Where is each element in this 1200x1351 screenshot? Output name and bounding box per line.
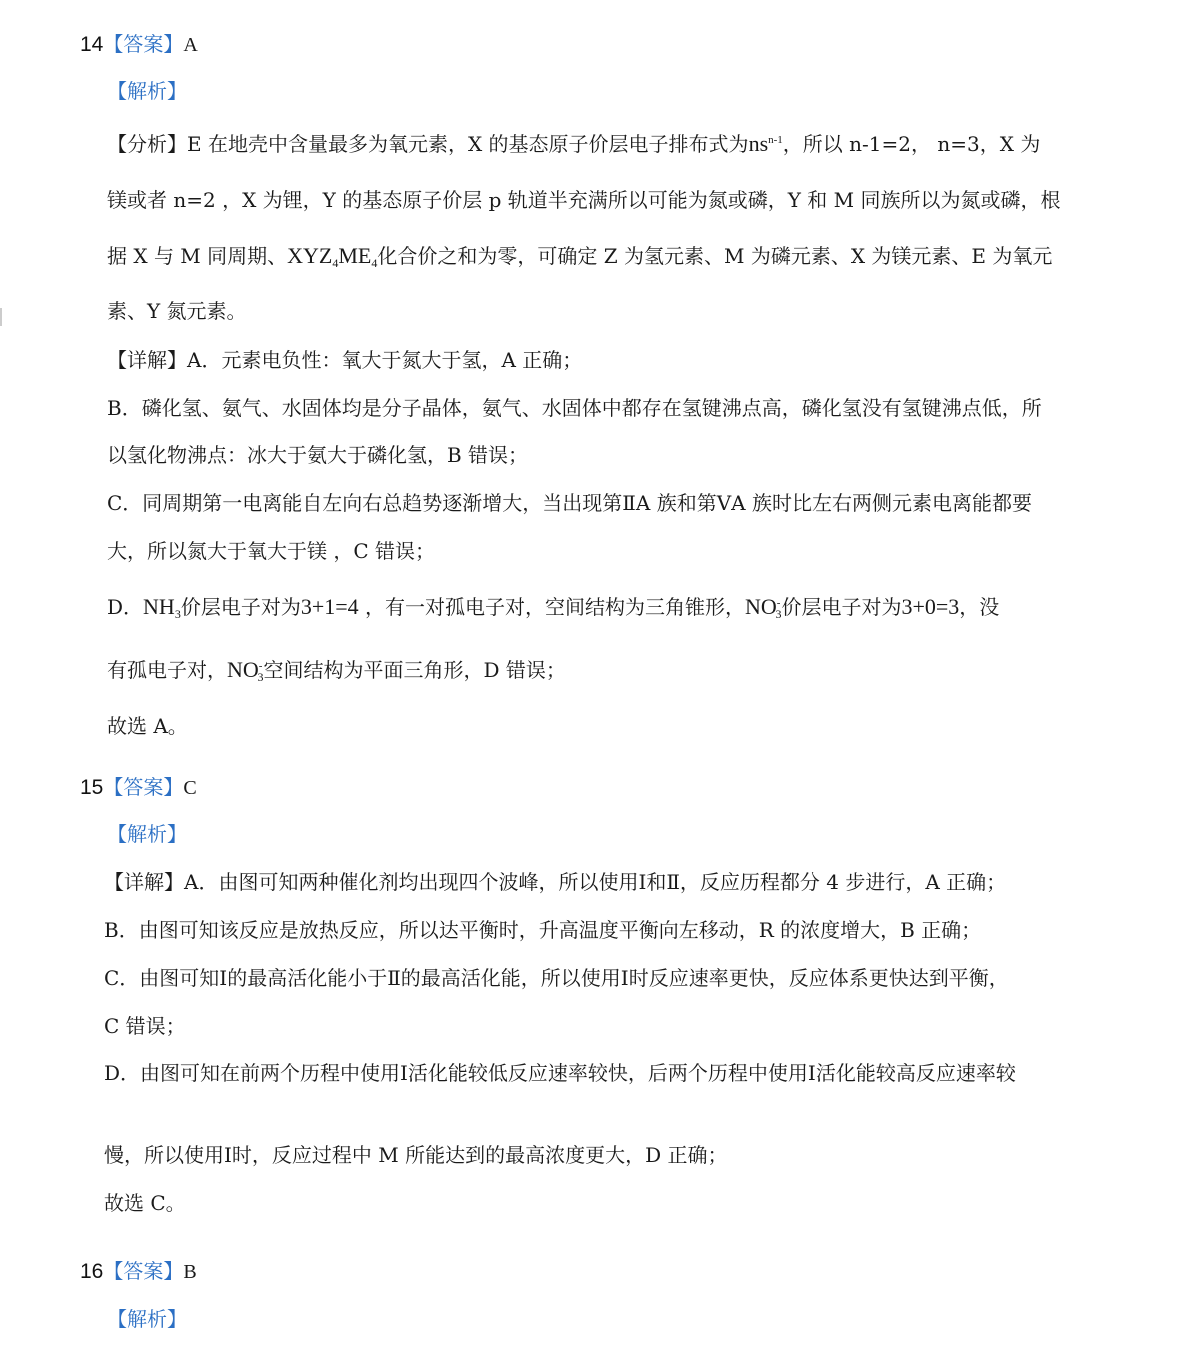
formula-no3 <box>745 594 781 619</box>
formula-no3 <box>227 657 263 682</box>
q14-analysis-line-3 <box>107 242 1052 270</box>
detail-text: 价层电子对为 <box>781 595 902 619</box>
formula-sup: - <box>776 597 781 609</box>
q15-detail-c1: C．由图可知Ⅰ的最高活化能小于Ⅱ的最高活化能，所以使用Ⅰ时反应速率更快，反应体系更快达到平衡， <box>104 966 1009 990</box>
q14-conclusion: 故选 A。 <box>107 714 188 738</box>
question-number: 14 <box>80 33 104 56</box>
q15-detail-b: B．由图可知该反应是放热反应，所以达平衡时，升高温度平衡向左移动，R 的浓度增大，B 正确； <box>104 918 982 942</box>
formula-part: XYZ <box>287 243 333 268</box>
q15-jiexi-heading: 【解析】 <box>107 822 187 846</box>
formula-calc: 3+0=3 <box>901 594 960 619</box>
q14-detail-d2 <box>107 656 566 684</box>
formula-calc: 3+1=4 <box>300 594 359 619</box>
formula-sub: 3 <box>174 607 181 621</box>
formula-sup: - <box>258 660 263 672</box>
q14-detail-c2: 大，所以氮大于氧大于镁 ，C 错误； <box>107 539 436 563</box>
analysis-text: ，所以 n-1=2， n=3，X 为 <box>782 132 1041 156</box>
formula-part: NH <box>143 594 175 619</box>
q14-analysis-line-2: 镁或者 n=2 ，X 为锂，Y 的基态原子价层 p 轨道半充满所以可能为氮或磷，Y 和 M 同族所以为氮或磷，根 <box>107 188 1061 212</box>
formula-sub: 3 <box>775 607 782 621</box>
detail-text: A．元素电负性：氧大于氮大于氢，A 正确； <box>187 348 583 372</box>
answer-tag: 【答案】 <box>103 1259 184 1283</box>
q16-jiexi-heading: 【解析】 <box>107 1307 187 1331</box>
q14-analysis-line-1 <box>107 130 1040 158</box>
answer-value: C <box>183 777 197 799</box>
q14-detail-b1: B．磷化氢、氨气、水固体均是分子晶体，氨气、水固体中都存在氢键沸点高，磷化氢没有氢键沸点低，所 <box>107 396 1042 420</box>
formula-xyz4me4 <box>287 243 377 268</box>
question-number: 15 <box>80 776 104 799</box>
formula-sub: 3 <box>257 670 264 684</box>
formula-sub: 4 <box>371 256 378 270</box>
detail-text: ，没 <box>959 595 1000 619</box>
q15-conclusion: 故选 C。 <box>104 1191 186 1215</box>
q14-answer-line <box>80 30 198 59</box>
formula-part: ME <box>338 243 372 268</box>
analysis-text: 据 X 与 M 同周期、 <box>107 244 288 268</box>
formula-ns-base: ns <box>748 131 769 156</box>
formula-ns <box>749 131 783 156</box>
q15-answer-line <box>80 773 197 802</box>
question-number: 16 <box>80 1260 104 1283</box>
formula-part: NO <box>227 657 259 682</box>
detail-text: 价层电子对为 <box>180 595 301 619</box>
q14-detail-c1: C．同周期第一电离能自左向右总趋势逐渐增大，当出现第ⅡA 族和第ⅤA 族时比左右两侧元素电离能都要 <box>107 491 1032 515</box>
formula-sub: 4 <box>332 256 339 270</box>
detail-text: D． <box>107 595 144 619</box>
answer-value: A <box>183 34 198 56</box>
answer-value: B <box>183 1261 197 1283</box>
detail-text: ，有一对孤电子对，空间结构为三角锥形， <box>358 595 746 619</box>
q14-detail-b2: 以氢化物沸点：冰大于氨大于磷化氢，B 错误； <box>107 443 529 467</box>
answer-tag: 【答案】 <box>103 775 184 799</box>
formula-ns-sup: n-1 <box>768 134 783 146</box>
margin-mark <box>0 308 2 326</box>
q15-detail-c2: C 错误； <box>104 1014 186 1038</box>
q16-answer-line <box>80 1257 197 1286</box>
detail-tag: 【详解】 <box>107 348 187 372</box>
analysis-text: 化合价之和为零，可确定 Z 为氢元素、M 为磷元素、X 为镁元素、E 为氧元 <box>377 244 1053 268</box>
analysis-text: E 在地壳中含量最多为氧元素，X 的基态原子价层电子排布式为 <box>187 132 749 156</box>
q15-detail-a <box>104 868 1006 896</box>
q15-detail-d2: 慢，所以使用Ⅰ时，反应过程中 M 所能达到的最高浓度更大，D 正确； <box>104 1143 728 1167</box>
q14-detail-d1 <box>107 593 999 621</box>
detail-text: 空间结构为平面三角形，D 错误； <box>263 658 566 682</box>
answer-tag: 【答案】 <box>103 32 184 56</box>
formula-nh3 <box>143 594 181 619</box>
detail-tag: 【详解】 <box>104 870 184 894</box>
q14-analysis-line-4: 素、Y 氮元素。 <box>107 299 247 323</box>
detail-text: 有孤电子对， <box>107 658 227 682</box>
q14-detail-a <box>107 346 582 374</box>
detail-text: A．由图可知两种催化剂均出现四个波峰，所以使用Ⅰ和Ⅱ，反应历程都分 4 步进行，A 正确； <box>184 870 1007 894</box>
analysis-tag: 【分析】 <box>107 132 187 156</box>
q15-detail-d1: D．由图可知在前两个历程中使用Ⅰ活化能较低反应速率较快，后两个历程中使用Ⅰ活化能较高反应速率较 <box>104 1061 1016 1085</box>
q14-jiexi-heading: 【解析】 <box>107 79 187 103</box>
formula-part: NO <box>745 594 777 619</box>
